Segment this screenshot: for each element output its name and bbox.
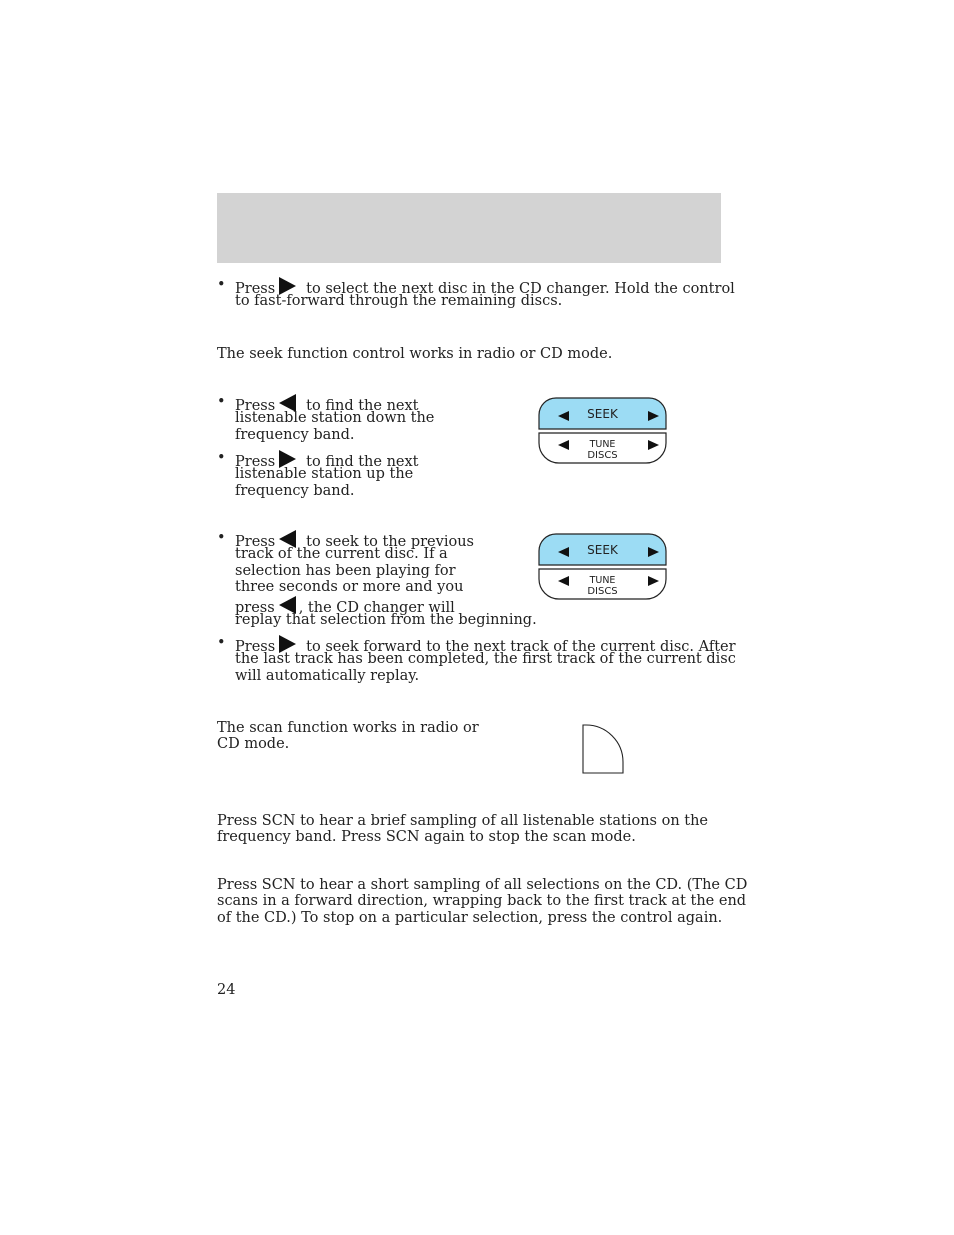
bullet-text: selection has been playing for xyxy=(235,562,456,579)
scan-radio-paragraph xyxy=(217,813,708,846)
right-arrow-icon xyxy=(279,450,296,468)
scan-intro-paragraph xyxy=(217,720,479,753)
bullet-text: will automatically replay. xyxy=(235,667,420,684)
right-arrow-icon xyxy=(279,635,296,653)
bullet-text: to find the next xyxy=(306,454,419,470)
bullet-text: listenable station down the xyxy=(235,410,435,427)
bullet-text: to seek forward to the next track of the current disc. After xyxy=(306,639,736,655)
bullet-text: listenable station up the xyxy=(235,466,414,483)
bullet-text: to fast-forward through the remaining discs. xyxy=(235,293,563,310)
bullet-text: to seek to the previous xyxy=(306,534,474,550)
seek-label: SEEK xyxy=(587,543,618,557)
press-word: Press xyxy=(235,454,276,470)
bullet-text: frequency band. xyxy=(235,482,355,499)
scan-cd-paragraph xyxy=(217,877,747,926)
bullet-text: the last track has been completed, the first track of the current disc xyxy=(235,651,736,668)
bullet-dot: • xyxy=(217,530,226,546)
press-word: Press xyxy=(235,398,276,414)
bullet-text: to find the next xyxy=(306,398,419,414)
paragraph-line: frequency band. Press SCN again to stop the scan mode. xyxy=(217,829,636,846)
bullet-text: replay that selection from the beginning. xyxy=(235,611,537,628)
press-word: Press xyxy=(235,534,276,550)
scan-button-icon xyxy=(582,724,626,775)
press-word: press xyxy=(235,599,275,616)
paragraph-line: Press SCN to hear a short sampling of all selections on the CD. (The CD xyxy=(217,877,748,893)
section-header-bar xyxy=(217,193,721,263)
tune-label: TUNE xyxy=(589,575,616,586)
left-arrow-icon xyxy=(279,596,296,614)
paragraph-line: The scan function works in radio or xyxy=(217,720,479,736)
press-word: Press xyxy=(235,281,276,297)
bullet-dot: • xyxy=(217,450,226,466)
bullet-dot: • xyxy=(217,394,226,410)
page-number: 24 xyxy=(217,982,236,998)
discs-label: DISCS xyxy=(587,586,618,597)
paragraph-line: CD mode. xyxy=(217,736,290,753)
bullet-text: track of the current disc. If a xyxy=(235,546,448,563)
press-word: Press xyxy=(235,639,276,655)
tune-label: TUNE xyxy=(589,439,616,450)
bullet-dot: • xyxy=(217,277,226,293)
paragraph-line: scans in a forward direction, wrapping back to the first track at the end xyxy=(217,893,747,910)
seek-tune-control-diagram xyxy=(538,533,668,601)
paragraph-line: of the CD.) To stop on a particular selection, press the control again. xyxy=(217,909,723,926)
seek-intro-paragraph: The seek function control works in radio or CD mode. xyxy=(217,346,613,362)
discs-label: DISCS xyxy=(587,450,618,461)
bullet-text: three seconds or more and you xyxy=(235,579,464,596)
bullet-dot: • xyxy=(217,635,226,651)
left-arrow-icon xyxy=(279,394,296,412)
left-arrow-icon xyxy=(279,530,296,548)
paragraph-line: Press SCN to hear a brief sampling of all listenable stations on the xyxy=(217,813,709,829)
seek-tune-control-diagram xyxy=(538,397,668,465)
seek-label: SEEK xyxy=(587,407,618,421)
right-arrow-icon xyxy=(279,277,296,295)
bullet-text: , the CD changer will xyxy=(298,599,455,616)
bullet-text: frequency band. xyxy=(235,426,355,443)
bullet-text: to select the next disc in the CD changer. Hold the control xyxy=(306,281,735,297)
